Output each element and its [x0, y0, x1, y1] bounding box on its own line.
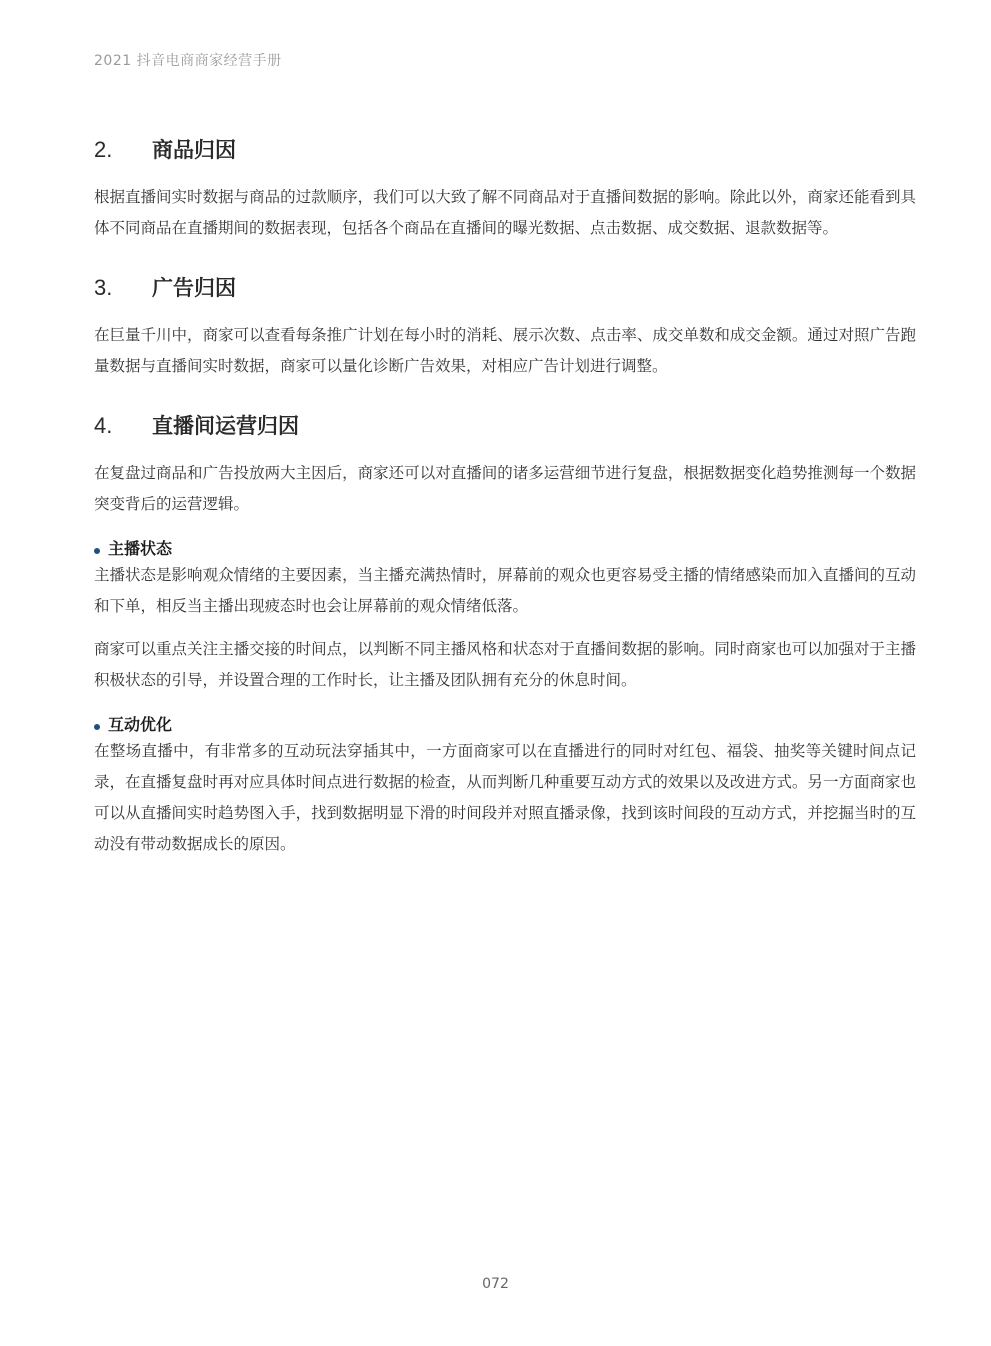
bullet-dot-icon: [94, 548, 100, 554]
section-title: 广告归因: [152, 276, 236, 300]
bullet-heading: [94, 534, 916, 560]
paragraph: 在巨量千川中，商家可以查看每条推广计划在每小时的消耗、展示次数、点击率、成交单数和成交金额。通过对照广告跑量数据与直播间实时数据，商家可以量化诊断广告效果，对相应广告计划进行调整。: [94, 326, 916, 375]
paragraph: 在整场直播中，有非常多的互动玩法穿插其中，一方面商家可以在直播进行的同时对红包、福袋、抽奖等关键时间点记录，在直播复盘时再对应具体时间点进行数据的检查，从而判断几种重要互动方式的效果以及改进方式。另一方面商家也可以从直播间实时趋势图入手，找到数据明显下滑的时间段并对照直播录像，找到该时间段的互动方式，并挖掘当时的互动没有带动数据成长的原因。: [94, 742, 916, 853]
bullet-host-status: [94, 534, 916, 696]
section-heading: [94, 132, 916, 168]
bullet-body: [94, 736, 916, 860]
section-product-attribution: [94, 132, 916, 244]
paragraph: 在复盘过商品和广告投放两大主因后，商家还可以对直播间的诸多运营细节进行复盘，根据数据变化趋势推测每一个数据突变背后的运营逻辑。: [94, 464, 916, 513]
section-ad-attribution: [94, 270, 916, 382]
paragraph: 商家可以重点关注主播交接的时间点，以判断不同主播风格和状态对于直播间数据的影响。同时商家也可以加强对于主播积极状态的引导，并设置合理的工作时长，让主播及团队拥有充分的休息时间。: [94, 640, 916, 689]
bullet-title: 互动优化: [108, 714, 173, 734]
section-title: 直播间运营归因: [152, 414, 299, 438]
section-number: 4.: [94, 413, 113, 438]
section-heading: [94, 270, 916, 306]
bullet-dot-icon: [94, 724, 100, 730]
section-number: 3.: [94, 275, 113, 300]
bullet-title: 主播状态: [108, 538, 173, 558]
section-heading: [94, 408, 916, 444]
page-number: 072: [482, 1276, 509, 1292]
section-number: 2.: [94, 137, 113, 162]
bullet-body: [94, 560, 916, 696]
paragraph: 主播状态是影响观众情绪的主要因素，当主播充满热情时，屏幕前的观众也更容易受主播的情绪感染而加入直播间的互动和下单，相反当主播出现疲态时也会让屏幕前的观众情绪低落。: [94, 566, 916, 615]
running-header: 2021 抖音电商商家经营手册: [94, 53, 282, 69]
section-title: 商品归因: [152, 138, 236, 162]
paragraph: 根据直播间实时数据与商品的过款顺序，我们可以大致了解不同商品对于直播间数据的影响。除此以外，商家还能看到具体不同商品在直播期间的数据表现，包括各个商品在直播间的曝光数据、点击数据、成交数据、退款数据等。: [94, 188, 916, 237]
section-live-ops-attribution: [94, 408, 916, 860]
bullet-heading: [94, 710, 916, 736]
document-body: [94, 132, 916, 886]
bullet-interaction-optimization: [94, 710, 916, 860]
